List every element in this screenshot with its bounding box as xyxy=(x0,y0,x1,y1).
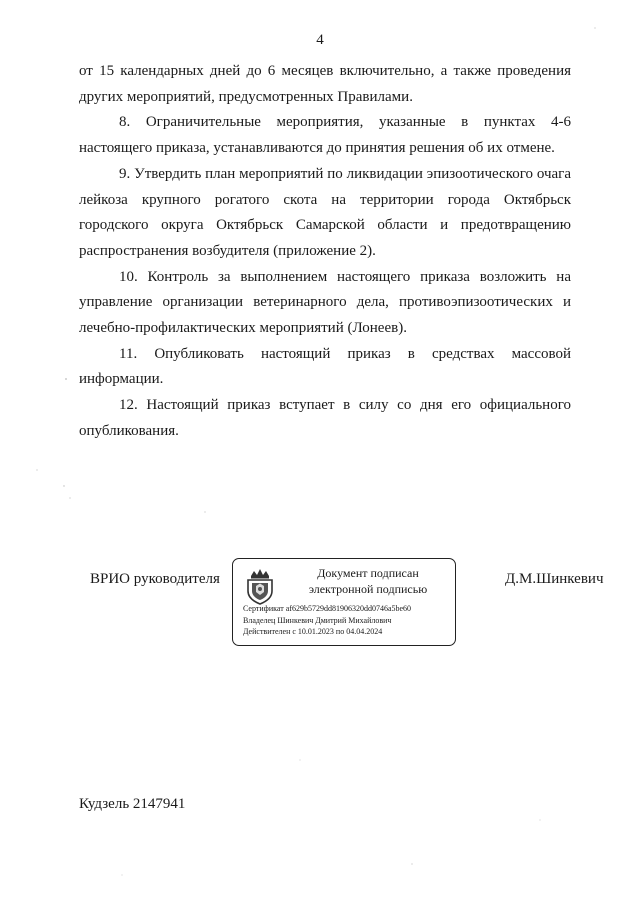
e-signature-title-line2: электронной подписью xyxy=(308,582,428,596)
e-signature-certificate: Сертификат af629b5729dd81906320dd0746a5be60 xyxy=(243,604,412,613)
paragraph-item-10: 10. Контроль за выполнением настоящего приказа возложить на управление организации ветеринарного дела, противоэпизоотических и лечебно-профилактических мероприятий (Лонеев). xyxy=(79,268,571,337)
paragraph-item-12: 12. Настоящий приказ вступает в силу со дня его официального опубликования. xyxy=(79,397,571,439)
signer-name: Д.М.Шинкевич xyxy=(505,571,604,587)
executor-contact: Кудзель 2147941 xyxy=(79,796,186,812)
e-signature-title-line1: Документ подписан xyxy=(317,566,419,580)
e-signature-owner: Владелец Шинкевич Дмитрий Михайлович xyxy=(243,615,392,625)
paragraph-item-8: 8. Ограничительные мероприятия, указанные в пунктах 4-6 настоящего приказа, устанавливаются до принятия решения об их отмене. xyxy=(79,114,571,157)
signer-role: ВРИО руководителя xyxy=(90,571,220,587)
paragraph-item-11: 11. Опубликовать настоящий приказ в средствах массовой информации. xyxy=(79,345,571,388)
page-number: 4 xyxy=(316,32,324,48)
paragraph-item-9: 9. Утвердить план мероприятий по ликвидации эпизоотического очага лейкоза крупного рогатого скота на территории города Октябрьск городского округа Октябрьск Самарской области и предотвращению распространения возбудителя (приложение 2). xyxy=(79,165,571,259)
paragraph-continuation: от 15 календарных дней до 6 месяцев включительно, а также проведения других мероприятий, предусмотренных Правилами. xyxy=(79,63,571,105)
e-signature-validity: Действителен с 10.01.2023 по 04.04.2024 xyxy=(243,627,383,636)
